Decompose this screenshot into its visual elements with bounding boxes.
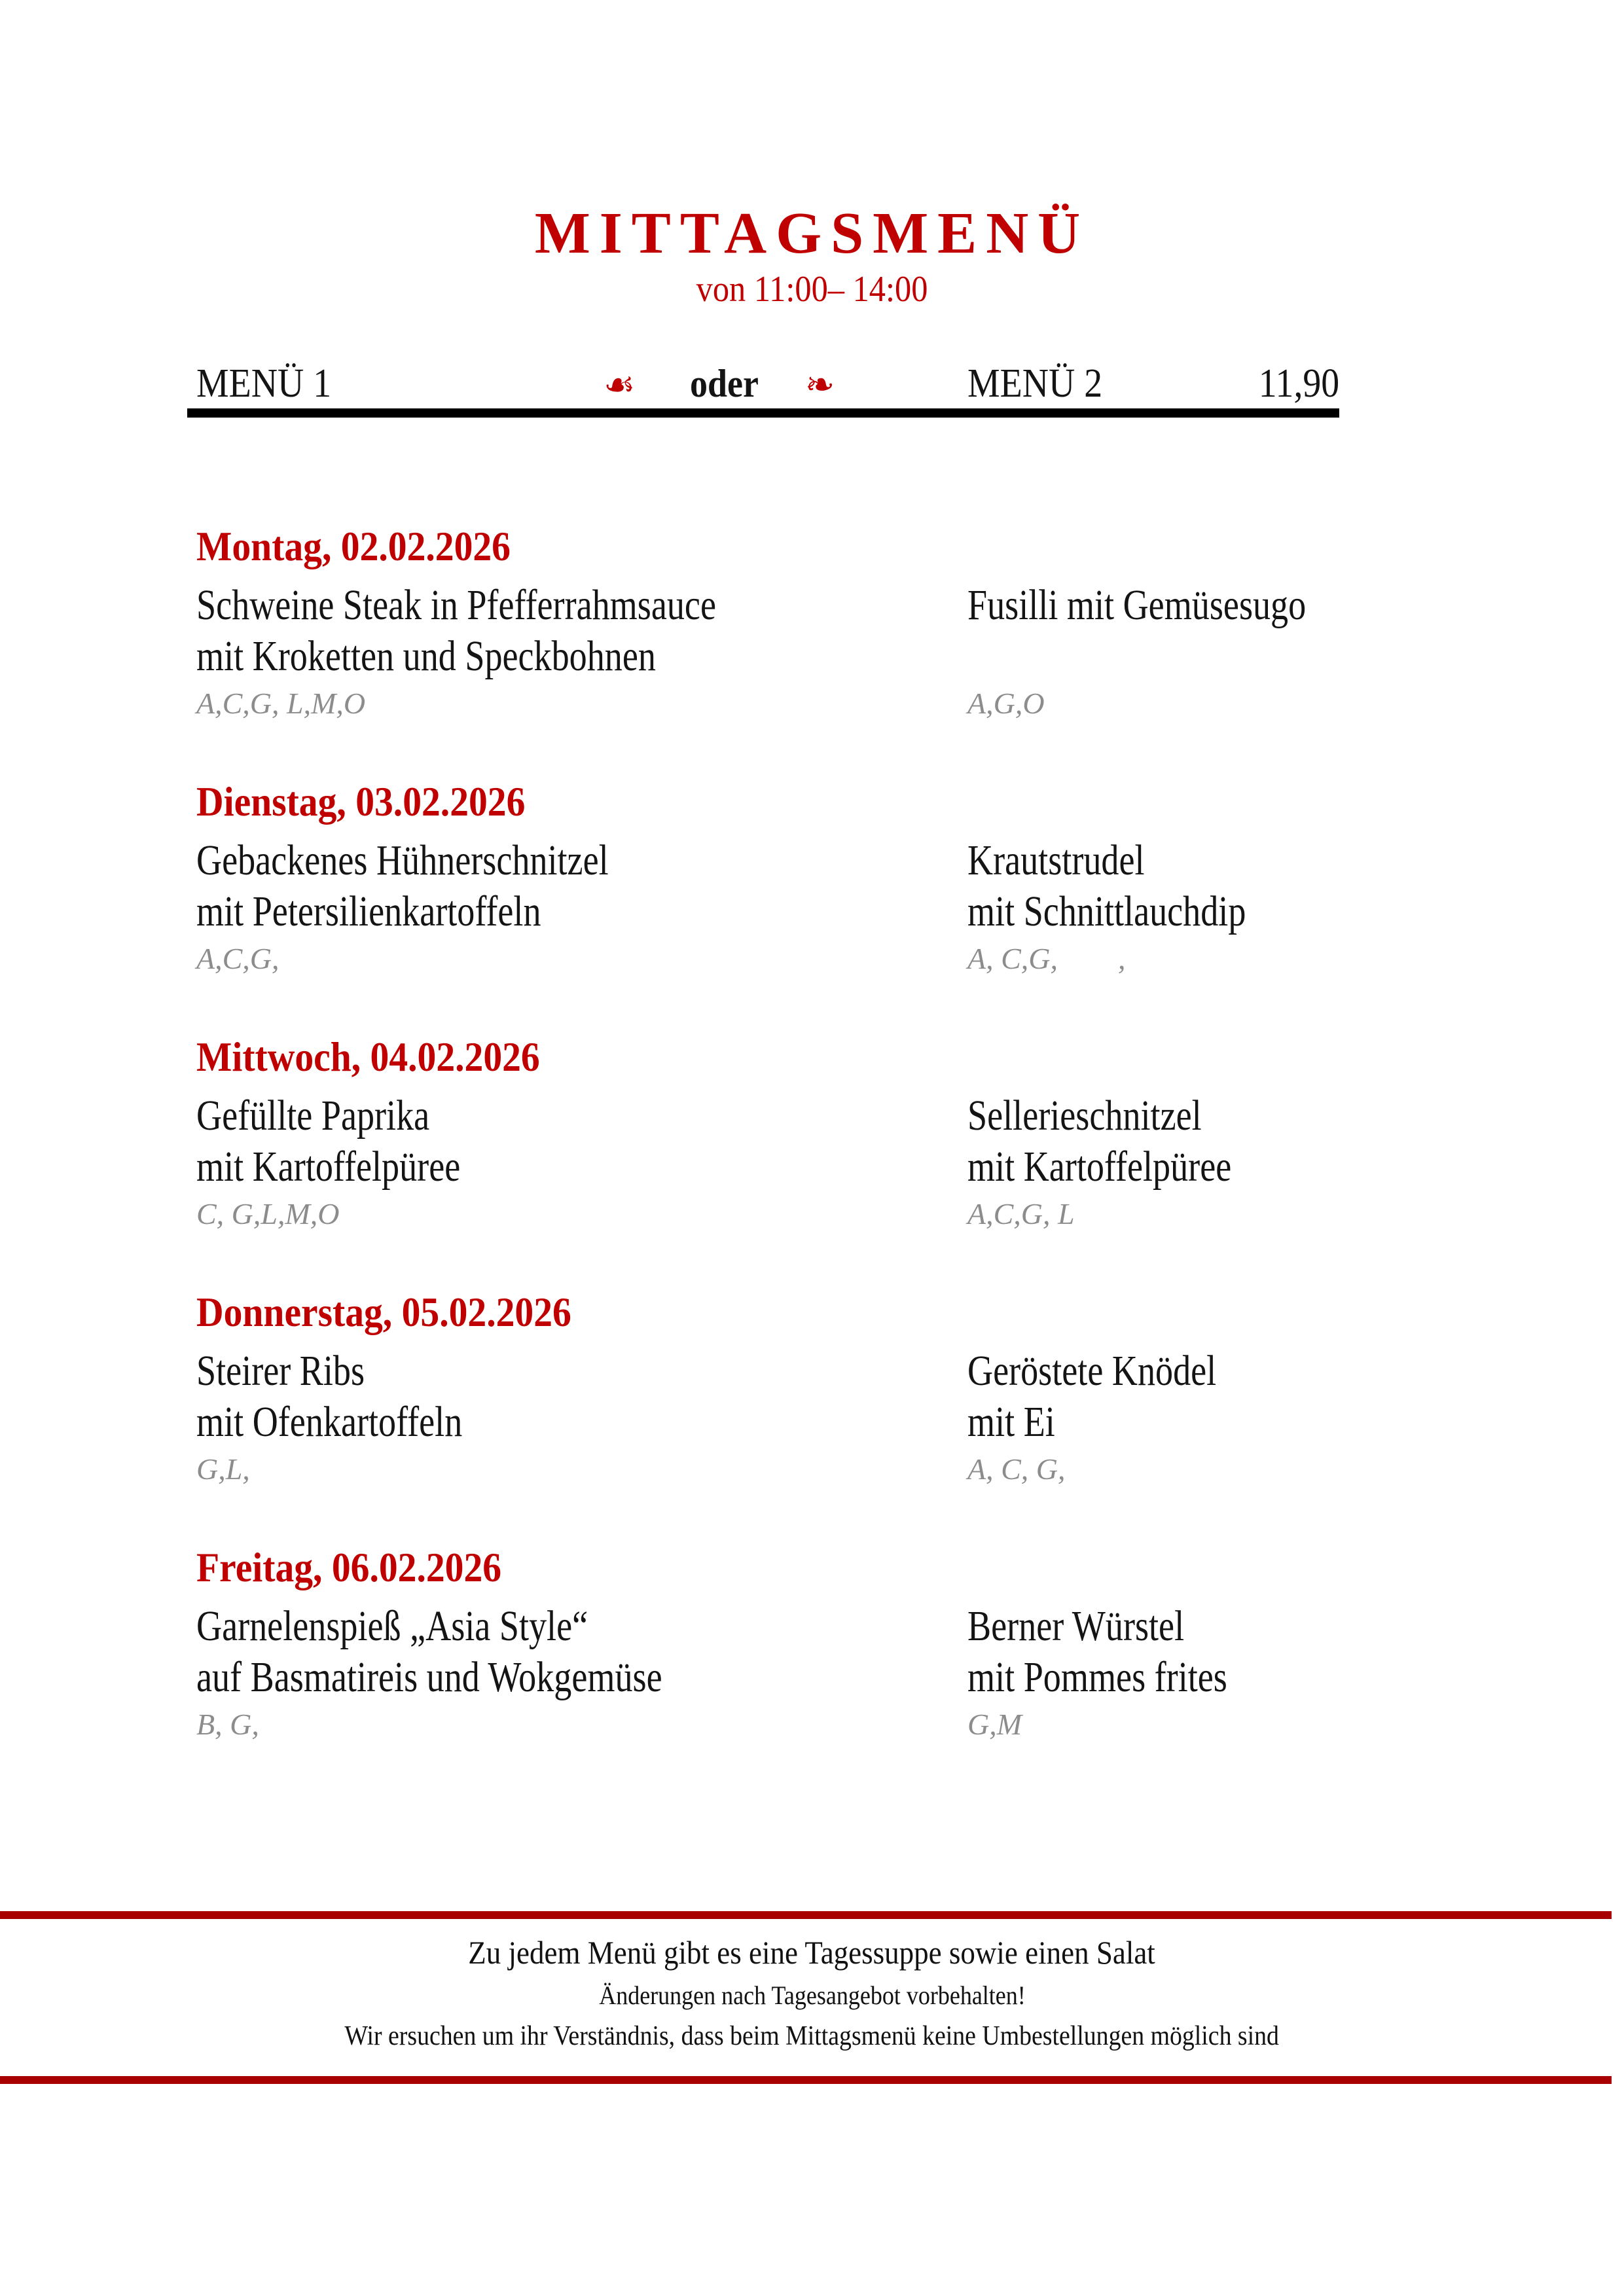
- floral-ornament-left-icon: ☙: [604, 364, 636, 405]
- menu2-allergens: A,G,O: [967, 687, 1045, 720]
- menu1-label-text: MENÜ 1: [196, 361, 332, 406]
- day-heading-text: Donnerstag, 05.02.2026: [196, 1289, 571, 1335]
- menu2-allergens: G,M: [967, 1708, 1022, 1741]
- dish-text: Steirer Ribs: [196, 1347, 365, 1395]
- day-block-thursday: [187, 1283, 1470, 1494]
- dish-text: Gebackenes Hühnerschnitzel: [196, 836, 609, 884]
- header-divider-rule: [187, 408, 1339, 418]
- dish-text: Berner Würstel: [967, 1602, 1185, 1650]
- dish-text: auf Basmatireis und Wokgemüse: [196, 1653, 662, 1701]
- menu1-dish-line: [187, 1090, 967, 1141]
- menu1-dish-line: [187, 886, 967, 937]
- dish-text: Garnelenspieß „Asia Style“: [196, 1602, 588, 1650]
- footer-note-text: Zu jedem Menü gibt es eine Tagessuppe sowie einen Salat: [468, 1934, 1156, 1971]
- floral-ornament-right-icon: ❧: [805, 364, 835, 405]
- dish-text: mit Kartoffelpüree: [967, 1143, 1232, 1191]
- page-subtitle: [0, 271, 1624, 308]
- menu1-dish-line: [187, 580, 967, 631]
- dish-text: Fusilli mit Gemüsesugo: [967, 581, 1307, 629]
- menu2-dish-line: [967, 1652, 1470, 1703]
- menu1-dish-line: [187, 1397, 967, 1448]
- day-heading: [187, 779, 1470, 835]
- menu2-label-text: MENÜ 2: [967, 361, 1103, 406]
- footer-note-soup-salad: [0, 1929, 1624, 1975]
- menu1-allergens: G,L,: [196, 1452, 250, 1486]
- dish-text: Schweine Steak in Pfefferrahmsauce: [196, 581, 716, 629]
- day-heading: [187, 1289, 1470, 1346]
- menu2-allergens: A, C, G,: [967, 1452, 1066, 1486]
- footer-note-text: Änderungen nach Tagesangebot vorbehalten!: [598, 1981, 1026, 2010]
- dish-text: mit Pommes frites: [967, 1653, 1227, 1701]
- subtitle-text: von 11:00– 14:00: [696, 269, 928, 310]
- day-block-wednesday: [187, 1028, 1470, 1238]
- dish-text: Sellerieschnitzel: [967, 1092, 1202, 1139]
- menu1-dish-line: [187, 1141, 967, 1193]
- dish-text: Krautstrudel: [967, 836, 1145, 884]
- menu-days: [187, 517, 1470, 1793]
- menu1-allergens: C, G,L,M,O: [196, 1197, 340, 1230]
- day-heading: [187, 1034, 1470, 1090]
- or-label: [690, 359, 767, 408]
- menu1-allergens: B, G,: [196, 1708, 259, 1741]
- footer-note-text: Wir ersuchen um ihr Verständnis, dass beim Mittagsmenü keine Umbestellungen möglich sind: [344, 2021, 1280, 2051]
- day-block-friday: [187, 1538, 1470, 1749]
- footer-note-changes: [0, 1975, 1624, 2016]
- page-title: MITTAGSMENÜ: [534, 201, 1090, 266]
- dish-text: mit Schnittlauchdip: [967, 888, 1246, 935]
- day-heading-text: Montag, 02.02.2026: [196, 523, 511, 569]
- dish-text: mit Petersilienkartoffeln: [196, 888, 541, 935]
- day-block-monday: [187, 517, 1470, 728]
- menu2-dish-line: [967, 1090, 1470, 1141]
- footer-note-no-reorders: [0, 2016, 1624, 2056]
- day-heading-text: Freitag, 06.02.2026: [196, 1544, 502, 1590]
- menu1-column-label: [196, 359, 346, 408]
- menu2-dish-line: [967, 886, 1470, 937]
- day-heading: [187, 1545, 1470, 1601]
- day-heading: [187, 524, 1470, 580]
- menu2-dish-line: [967, 580, 1470, 631]
- dish-text: mit Kroketten und Speckbohnen: [196, 632, 656, 680]
- menu2-column-label: [967, 359, 1117, 408]
- menu2-allergens: A,C,G, L: [967, 1197, 1075, 1230]
- footer-rule-top: [0, 1911, 1612, 1919]
- day-heading-text: Mittwoch, 04.02.2026: [196, 1033, 540, 1080]
- day-heading-text: Dienstag, 03.02.2026: [196, 778, 526, 825]
- dish-text: mit Ofenkartoffeln: [196, 1398, 463, 1446]
- dish-text: mit Ei: [967, 1398, 1055, 1446]
- day-block-tuesday: [187, 772, 1470, 983]
- menu2-dish-line: [967, 1346, 1470, 1397]
- price-text: 11,90: [1258, 361, 1339, 406]
- menu1-dish-line: [187, 631, 967, 682]
- menu2-dish-line: [967, 631, 1470, 682]
- menu-header-row: [187, 359, 1339, 414]
- menu1-allergens: A,C,G, L,M,O: [196, 687, 366, 720]
- menu1-dish-line: [187, 835, 967, 886]
- dish-text: mit Kartoffelpüree: [196, 1143, 461, 1191]
- footer-notes: [0, 1929, 1624, 2056]
- or-label-text: oder: [690, 362, 759, 405]
- menu1-dish-line: [187, 1346, 967, 1397]
- menu2-dish-line: [967, 1397, 1470, 1448]
- menu2-allergens: A, C,G, ,: [967, 942, 1126, 975]
- dish-text: Geröstete Knödel: [967, 1347, 1217, 1395]
- menu1-allergens: A,C,G,: [196, 942, 280, 975]
- dish-text: Gefüllte Paprika: [196, 1092, 430, 1139]
- menu2-dish-line: [967, 1601, 1470, 1652]
- footer-rule-bottom: [0, 2076, 1612, 2084]
- menu2-dish-line: [967, 1141, 1470, 1193]
- menu1-dish-line: [187, 1601, 967, 1652]
- menu-price: [1250, 359, 1339, 408]
- menu1-dish-line: [187, 1652, 967, 1703]
- menu2-dish-line: [967, 835, 1470, 886]
